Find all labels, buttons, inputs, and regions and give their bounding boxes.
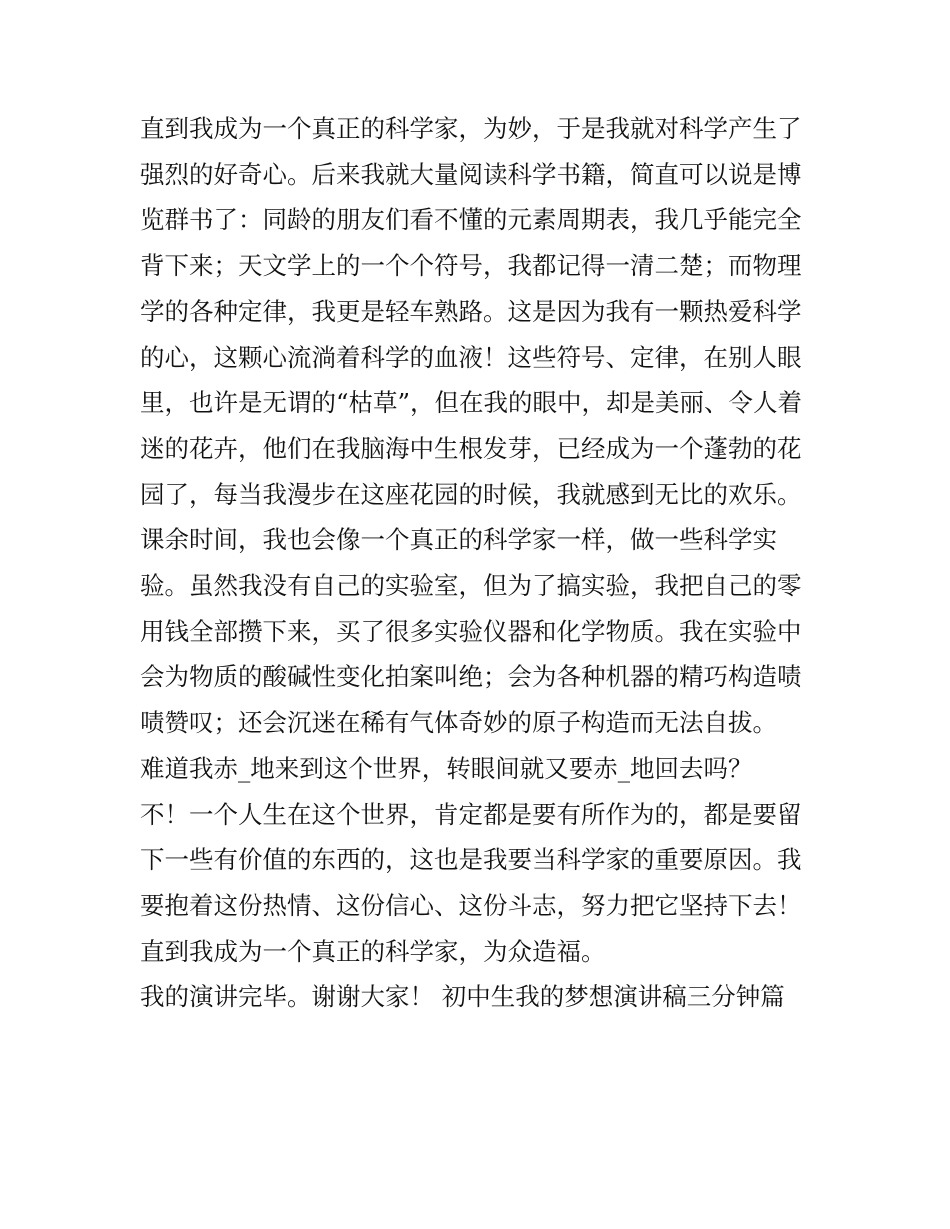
- text-line: 要抱着这份热情、这份信心、这份斗志，努力把它坚持下去！: [140, 890, 802, 920]
- text-line: 里，也许是无谓的“枯草”，但在我的眼中，却是美丽、令人着: [140, 388, 803, 418]
- text-line: 园了，每当我漫步在这座花园的时候，我就感到无比的欢乐。: [140, 479, 802, 509]
- text-line: 课余时间，我也会像一个真正的科学家一样，做一些科学实: [140, 525, 777, 555]
- text-line: 直到我成为一个真正的科学家，为妙，于是我就对科学产生了: [140, 114, 802, 143]
- text-line: 验。虽然我没有自己的实验室，但为了搞实验，我把自己的零: [140, 571, 802, 601]
- body-text: [140, 106, 830, 1020]
- text-line: 下一些有价值的东西的，这也是我要当科学家的重要原因。我: [140, 845, 802, 875]
- text-line: 迷的花卉，他们在我脑海中生根发芽，已经成为一个蓬勃的花: [140, 433, 802, 463]
- text-line: 用钱全部攒下来，买了很多实验仪器和化学物质。我在实验中: [140, 616, 802, 646]
- text-line: 不！一个人生在这个世界，肯定都是要有所作为的，都是要留: [140, 799, 802, 829]
- text-line: 览群书了：同龄的朋友们看不懂的元素周期表，我几乎能完全: [140, 205, 802, 235]
- text-line: 直到我成为一个真正的科学家，为众造福。: [140, 936, 606, 966]
- text-line: 难道我赤_地来到这个世界，转眼间就又要赤_地回去吗？: [140, 753, 753, 783]
- text-line: 的心，这颗心流淌着科学的血液！这些符号、定律，在别人眼: [140, 342, 802, 372]
- text-line: 背下来；天文学上的一个个符号，我都记得一清二楚；而物理: [140, 251, 802, 281]
- text-line: 强烈的好奇心。后来我就大量阅读科学书籍，简直可以说是博: [140, 159, 802, 189]
- text-line: 我的演讲完毕。谢谢大家！ 初中生我的梦想演讲稿三分钟篇: [140, 982, 785, 1012]
- text-line: 学的各种定律，我更是轻车熟路。这是因为我有一颗热爱科学: [140, 296, 802, 326]
- text-line: 会为物质的酸碱性变化拍案叫绝；会为各种机器的精巧构造啧: [140, 662, 802, 692]
- text-line: 啧赞叹；还会沉迷在稀有气体奇妙的原子构造而无法自拔。: [140, 708, 777, 738]
